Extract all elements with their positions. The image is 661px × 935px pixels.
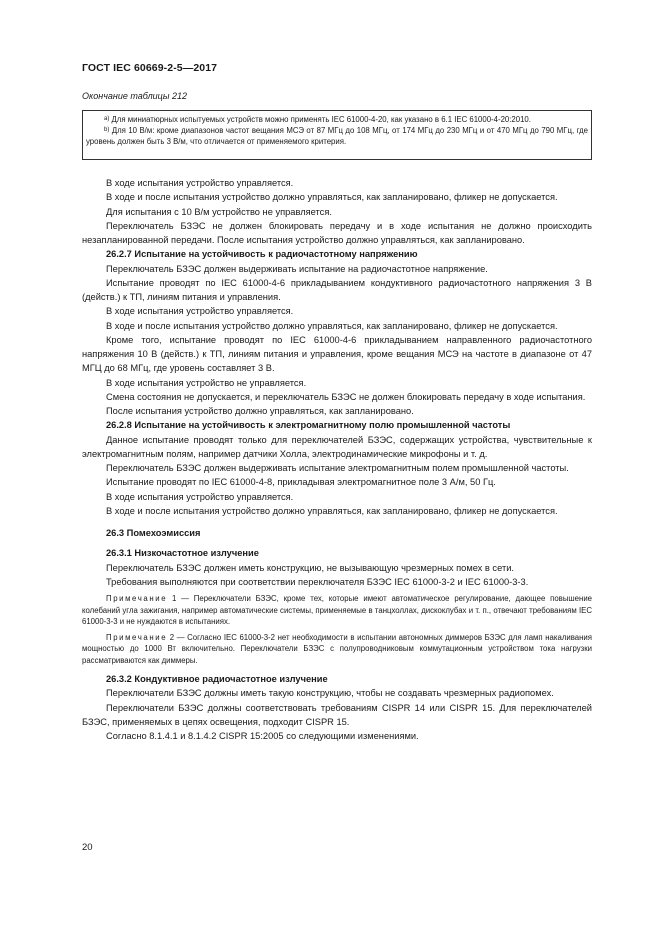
section-heading: 26.3.1 Низкочастотное излучение [106, 548, 259, 559]
table-footnotes [82, 110, 592, 160]
paragraph: Переключатель БЗЭС должен выдерживать испытание электромагнитным полем промышленной частоты. [106, 463, 569, 473]
paragraph: В ходе и после испытания устройство должно управляться, как запланировано, фликер не допускается. [106, 320, 558, 331]
paragraph: Испытание проводят по IEC 61000-4-6 прикладыванием кондуктивного радиочастотного напряжения 3 В (действ.) к ТП, линиям питания и управления. [82, 277, 592, 302]
paragraph: В ходе испытания устройство управляется. [106, 491, 294, 502]
paragraph: Переключатель БЗЭС не должен блокировать передачу и в ходе испытания не должно происходить незапланированной передачи. После испытания устройство должно управляться, как запланировано. [82, 220, 592, 245]
paragraph: Переключатели БЗЭС должны иметь такую конструкцию, чтобы не создавать чрезмерных радиопомех. [106, 688, 554, 699]
paragraph: В ходе испытания устройство управляется. [106, 306, 294, 317]
paragraph: Данное испытание проводят только для переключателей БЗЭС, содержащих устройства, чувствительные к электромагнитным полям, например датчики Холла, электродинамические микрофоны и т. д. [82, 434, 592, 459]
paragraph: Требования выполняются при соответствии переключателя БЗЭС IEC 61000-3-2 и IEC 61000-3-3. [106, 576, 529, 587]
paragraph: Для испытания с 10 В/м устройство не управляется. [106, 206, 332, 217]
paragraph: В ходе испытания устройство управляется. [106, 178, 294, 188]
note-2: Примечание 2 — Согласно IEC 61000-3-2 нет необходимости в испытании автономных диммеров БЗЭС для ламп накаливания мощностью до 1000 Вт включительно. Переключатели БЗЭС с полупроводниковым коммутационным устройством тока нагрузки рассматриваются как диммеры. [82, 632, 592, 665]
section-heading: 26.3 Помехоэмиссия [106, 528, 201, 538]
paragraph: Кроме того, испытание проводят по IEC 61000-4-6 прикладыванием направленного радиочастотного напряжения 10 В (действ.) к ТП, линиям питания и управления, кроме вещания МСЭ на частоте в диапазоне от 47 МГЦ до 68 МГц, где уровень составляет 3 В. [82, 334, 592, 374]
footnote-a: $^{a)}$ Для миниатюрных испытуемых устройств можно применять IEC 61000-4-20, как указано в 6.1 IEC 61000-4-20:2010. [104, 115, 531, 124]
paragraph: В ходе и после испытания устройство должно управляться, как запланировано, фликер не допускается. [106, 192, 558, 203]
section-heading: 26.2.7 Испытание на устойчивость к радиочастотному напряжению [106, 249, 418, 260]
page-header: ГОСТ IEC 60669-2-5—2017 [82, 62, 218, 74]
paragraph: Переключатели БЗЭС должны соответствовать требованиям CISPR 14 или CISPR 15. Для переключателей БЗЭС, применяемых в цепях освещения, подходит CISPR 15. [82, 702, 592, 727]
page-number: 20 [82, 842, 93, 853]
paragraph: Согласно 8.1.4.1 и 8.1.4.2 CISPR 15:2005 со следующими изменениями. [106, 731, 419, 741]
section-heading: 26.2.8 Испытание на устойчивость к электромагнитному полю промышленной частоты [106, 420, 511, 431]
section-heading: 26.3.2 Кондуктивное радиочастотное излучение [106, 674, 328, 684]
main-text [82, 176, 592, 743]
paragraph: Испытание проводят по IEC 61000-4-8, прикладывая электромагнитное поле 3 А/м, 50 Гц. [106, 477, 496, 488]
paragraph: В ходе испытания устройство не управляется. [106, 377, 307, 388]
paragraph: Смена состояния не допускается, и переключатель БЗЭС не должен блокировать передачу в ходе испытания. [106, 391, 586, 402]
note-1: Примечание 1 — Переключатели БЗЭС, кроме тех, которые имеют автоматическое регулирование, дающее повышение колебаний угла зажигания, например автоматические системы, применяемые в танцхоллах, дискоклубах и т. п., отвечают требованиям IEC 61000-3-3 и не нуждаются в испытаниях. [82, 594, 593, 626]
paragraph: Переключатель БЗЭС должен иметь конструкцию, не вызывающую чрезмерных помех в сети. [106, 562, 514, 573]
table-caption: Окончание таблицы 212 [82, 91, 187, 101]
paragraph: Переключатель БЗЭС должен выдерживать испытание на радиочастотное напряжение. [106, 263, 488, 274]
paragraph: В ходе и после испытания устройство должно управляться, как запланировано, фликер не допускается. [106, 505, 558, 516]
footnote-b: $^{b)}$ Для 10 В/м: кроме диапазонов частот вещания МСЭ от 87 МГц до 108 МГц, от 174 МГц до 230 МГц и от 470 МГц до 790 МГц, где уровень должен быть 3 В/м, что отличается от применяемого критерия. [86, 126, 588, 146]
paragraph: После испытания устройство должно управляться, как запланировано. [106, 406, 414, 416]
